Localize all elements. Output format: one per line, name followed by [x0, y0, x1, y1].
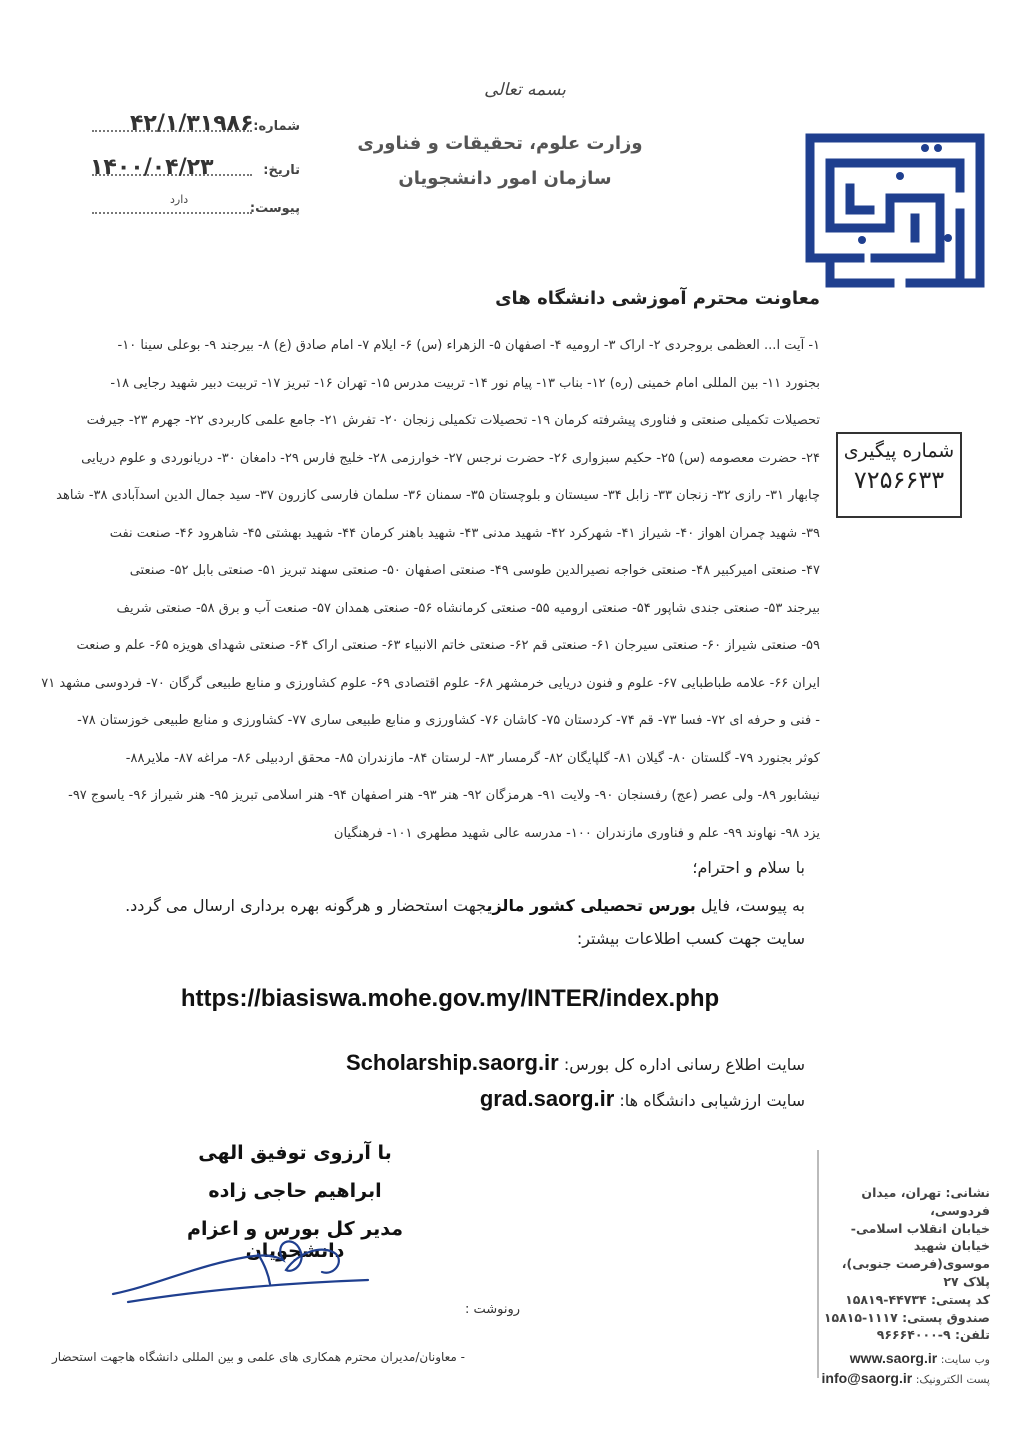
- recipient-heading: معاونت محترم آموزشی دانشگاه های: [495, 288, 820, 309]
- dotted-line: [92, 212, 252, 214]
- website-label: وب سایت:: [940, 1353, 990, 1366]
- bismillah-heading: بسمه تعالی: [484, 80, 566, 100]
- letter-date-label: تاریخ:: [263, 163, 300, 178]
- ministry-name: وزارت علوم، تحقیقات و فناوری: [357, 133, 643, 154]
- address-line: صندوق پستی: ۱۱۱۷-۱۵۸۱۵: [823, 1309, 990, 1325]
- body-text-prefix: به پیوست، فایل: [700, 896, 805, 915]
- closing-text: با آرزوی توفیق الهی: [198, 1142, 392, 1164]
- scholarship-office-site-label: سایت اطلاع رسانی اداره کل بورس:: [563, 1055, 805, 1074]
- cc-recipient-line: - معاونان/مدیران محترم همکاری های علمی و بین المللی دانشگاه هاجهت استحضار: [51, 1350, 465, 1364]
- letter-number-value: ۴۲/۱/۳۱۹۸۶: [130, 111, 254, 136]
- organization-name: سازمان امور دانشجویان: [398, 168, 612, 189]
- email-label: پست الکترونیک:: [915, 1373, 990, 1386]
- organization-logo: [800, 118, 990, 298]
- address-block: [820, 1184, 990, 1344]
- university-list: [41, 327, 820, 852]
- letter-number-row: [60, 108, 300, 138]
- letter-number-label: شماره:: [253, 119, 300, 134]
- website-link[interactable]: www.saorg.ir: [849, 1350, 938, 1366]
- scholarship-office-site-row: [200, 1050, 805, 1084]
- footer-divider: [817, 1150, 819, 1378]
- university-list-line: - فنی و حرفه ای ۷۲- فسا ۷۳- قم ۷۴- کردستان ۷۵- کاشان ۷۶- کشاورزی و منابع طبیعی ساری ۷۷- کشاورزی و منابع طبیعی خوزستان ۷۸-: [77, 713, 820, 728]
- university-list-line: ایران ۶۶- علامه طباطبایی ۶۷- علوم و فنون دریایی خرمشهر ۶۸- علوم اقتصادی ۶۹- علوم کشاورزی و منابع طبیعی گرگان ۷۰- فردوسی مشهد ۷۱: [41, 675, 820, 691]
- website-row: [820, 1350, 990, 1370]
- address-line: خیابان انقلاب اسلامی-خیابان شهید: [850, 1220, 990, 1254]
- university-list-line: بیرجند ۵۳- صنعتی جندی شاپور ۵۴- صنعتی ارومیه ۵۵- صنعتی کرمانشاه ۵۶- صنعتی همدان ۵۷- صنعت آب و برق ۵۸- صنعتی شریف: [116, 600, 820, 616]
- scholarship-office-site-link[interactable]: Scholarship.saorg.ir: [346, 1050, 559, 1075]
- signer-title: مدیر کل بورس و اعزام دانشجویان: [187, 1218, 403, 1262]
- address-line: تلفن: ۹-۹۶۶۶۴۰۰۰: [876, 1327, 990, 1343]
- address-line: کد پستی: ۴۴۷۳۴-۱۵۸۱۹: [845, 1291, 990, 1307]
- letter-date-value: ۱۴۰۰/۰۴/۲۳: [90, 155, 214, 180]
- university-list-line: تحصیلات تکمیلی صنعتی و فناوری پیشرفته کرمان ۱۹- تحصیلات تکمیلی زنجان ۲۰- تفرش ۲۱- جامع علمی کاربردی ۲۲- جهرم ۲۳- جیرفت: [86, 413, 820, 428]
- evaluation-site-label: سایت ارزشیابی دانشگاه ها:: [619, 1091, 805, 1110]
- university-list-line: ۵۹- صنعتی شیراز ۶۰- صنعتی سیرجان ۶۱- صنعتی قم ۶۲- صنعتی خاتم الانبیاء ۶۳- صنعتی اراک ۶۴- صنعتی شهدای هویزه ۶۵- علم و صنعت: [76, 638, 820, 653]
- university-list-line: ۲۴- حضرت معصومه (س) ۲۵- حکیم سبزواری ۲۶- حضرت نرجس ۲۷- خوارزمی ۲۸- خلیج فارس ۲۹- دامغان ۳۰- دریانوردی و علوم دریایی: [81, 450, 820, 466]
- email-link[interactable]: info@saorg.ir: [821, 1370, 913, 1386]
- address-line: نشانی: تهران، میدان فردوسی،: [861, 1185, 990, 1218]
- body-paragraph: [60, 896, 805, 915]
- body-text-suffix: جهت استحضار و هرگونه بهره برداری ارسال می گردد.: [125, 896, 487, 915]
- tracking-number-box: [836, 432, 962, 518]
- university-list-line: بجنورد ۱۱- بین المللی امام خمینی (ره) ۱۲- بناب ۱۳- پیام نور ۱۴- تربیت مدرس ۱۵- تهران ۱۶- تبریز ۱۷- تربیت دبیر شهید رجایی ۱۸-: [110, 375, 820, 391]
- scholarship-website-link[interactable]: https://biasiswa.mohe.gov.my/INTER/index.php: [180, 985, 720, 1012]
- university-list-line: کوثر بجنورد ۷۹- گلستان ۸۰- گیلان ۸۱- گلپایگان ۸۲- گرمسار ۸۳- لرستان ۸۴- مازندران ۸۵- محقق اردبیلی ۸۶- مراغه ۸۷- ملایر۸۸-: [125, 750, 820, 766]
- tracking-number-value: ۷۲۵۶۶۳۳: [853, 466, 945, 494]
- address-line: موسوی(فرصت جنوبی)، پلاک ۲۷: [841, 1256, 990, 1289]
- greeting-text: با سلام و احترام؛: [692, 858, 805, 877]
- email-row: [820, 1370, 990, 1390]
- handwritten-signature: [108, 1232, 378, 1312]
- more-info-text: سایت جهت کسب اطلاعات بیشتر:: [576, 929, 805, 948]
- cc-label: رونوشت :: [464, 1302, 520, 1317]
- letter-attachment-row: [60, 190, 300, 220]
- university-list-line: یزد ۹۸- نهاوند ۹۹- علم و فناوری مازندران ۱۰۰- مدرسه عالی شهید مطهری ۱۰۱- فرهنگیان: [333, 825, 820, 841]
- university-list-line: چابهار ۳۱- رازی ۳۲- زنجان ۳۳- زابل ۳۴- سیستان و بلوچستان ۳۵- سمنان ۳۶- سلمان فارسی کازرون ۳۷- سید جمال الدین اسدآبادی ۳۸- شاهد: [56, 488, 820, 503]
- university-list-line: ۴۷- صنعتی امیرکبیر ۴۸- صنعتی خواجه نصیرالدین طوسی ۴۹- صنعتی اصفهان ۵۰- صنعتی سهند تبریز ۵۱- صنعتی بابل ۵۲- صنعتی: [129, 563, 820, 578]
- evaluation-site-link[interactable]: grad.saorg.ir: [479, 1086, 615, 1111]
- tracking-number-label: شماره پیگیری: [843, 440, 955, 462]
- scholarship-title: بورس تحصیلی کشور مالزی: [486, 896, 696, 915]
- letter-attachment-label: پیوست:: [249, 201, 300, 216]
- university-list-line: ۳۹- شهید چمران اهواز ۴۰- شیراز ۴۱- شهرکرد ۴۲- شهید مدنی ۴۳- شهید باهنر کرمان ۴۴- شهید بهشتی ۴۵- شاهرود ۴۶- صنعت نفت: [109, 525, 820, 541]
- university-list-line: ۱- آیت ا... العظمی بروجردی ۲- اراک ۳- ارومیه ۴- اصفهان ۵- الزهراء (س) ۶- ایلام ۷- امام صادق (ع) ۸- بیرجند ۹- بوعلی سینا ۱۰-: [117, 338, 820, 353]
- university-list-line: نیشابور ۸۹- ولی عصر (عج) رفسنجان ۹۰- ولایت ۹۱- هرمزگان ۹۲- هنر ۹۳- هنر اصفهان ۹۴- هنر اسلامی تبریز ۹۵- هنر شیراز ۹۶- یاسوج ۹۷-: [68, 788, 820, 803]
- letter-date-row: [60, 152, 300, 182]
- letter-attachment-value: دارد: [170, 193, 189, 206]
- evaluation-site-row: [200, 1086, 805, 1120]
- signer-name: ابراهیم حاجی زاده: [208, 1180, 382, 1202]
